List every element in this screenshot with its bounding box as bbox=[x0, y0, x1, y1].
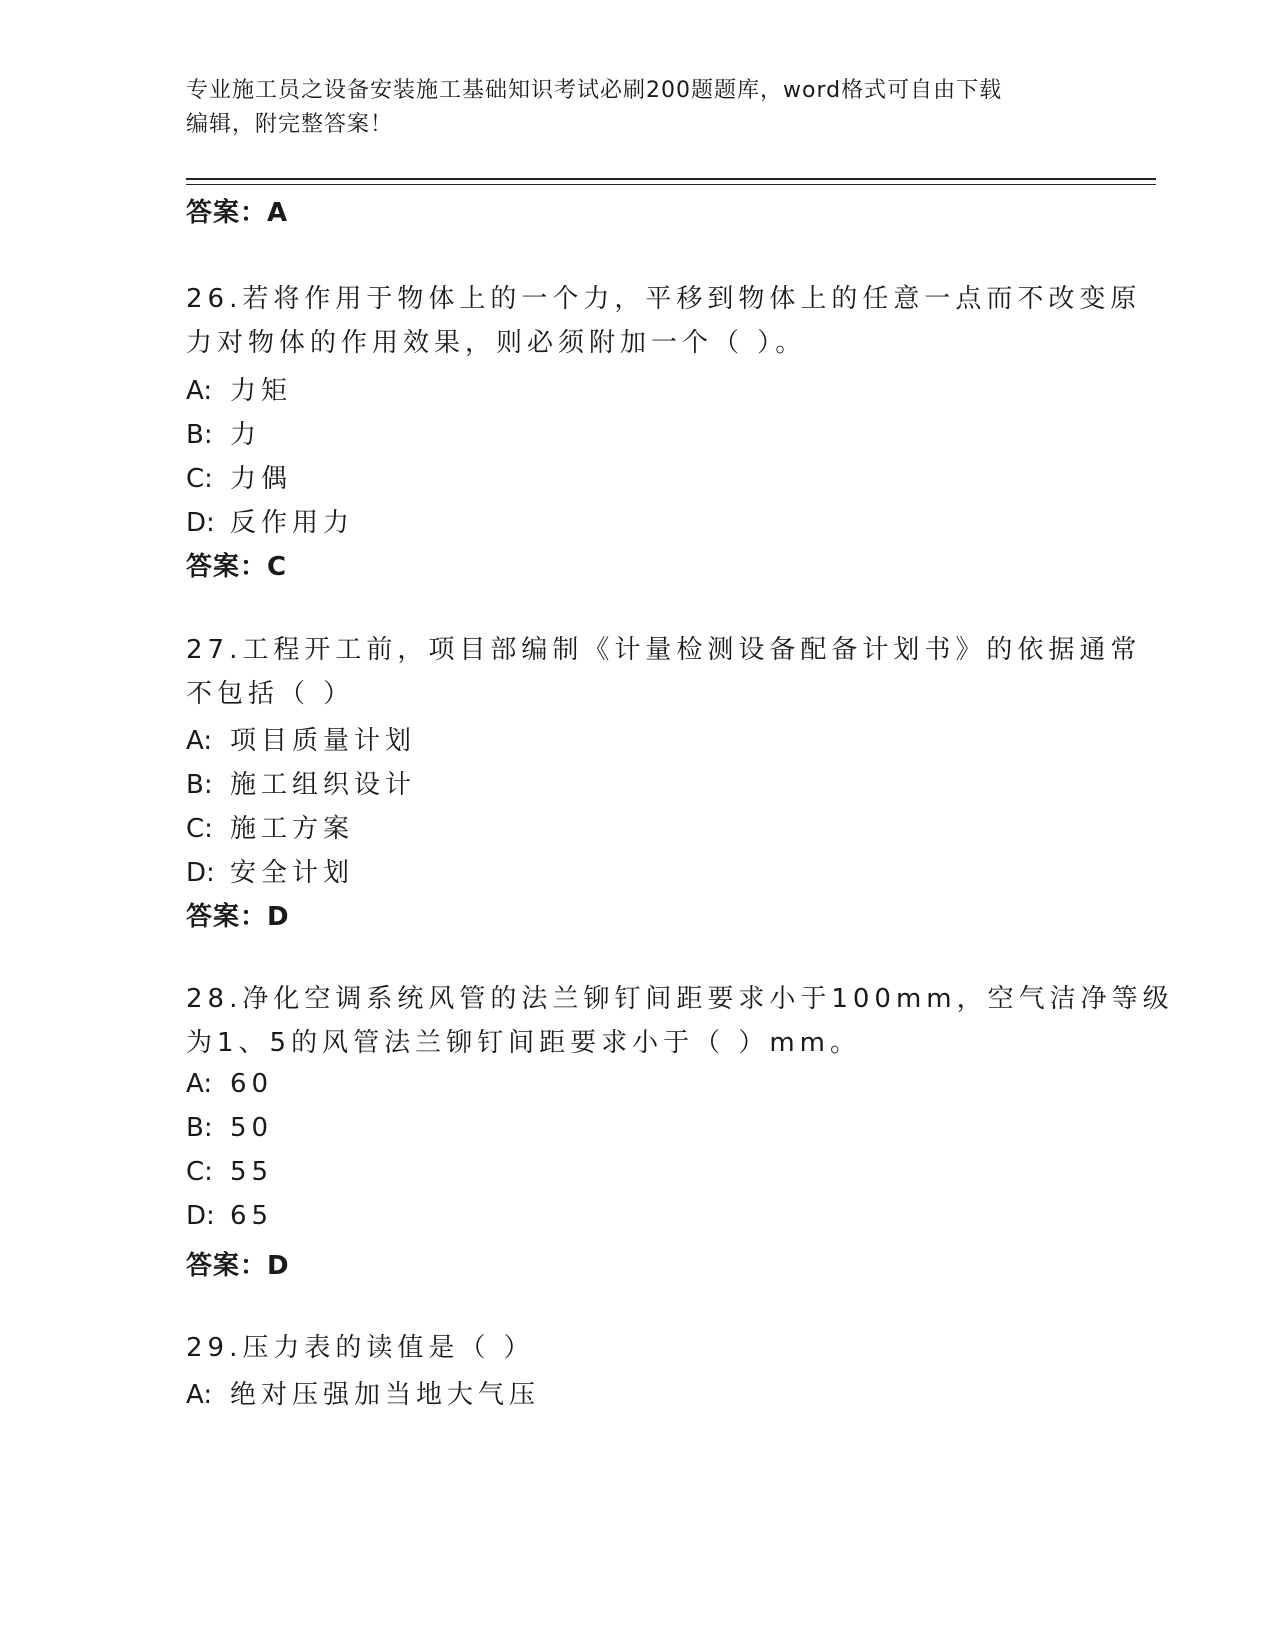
question-29-text-line-1: 29.压力表的读值是（ ） bbox=[186, 1333, 535, 1363]
option-letter: C: bbox=[186, 464, 213, 494]
option-text: 反作用力 bbox=[230, 508, 355, 538]
option-text: 力 bbox=[230, 420, 262, 450]
option-text: 力偶 bbox=[230, 464, 293, 494]
option-letter: A: bbox=[186, 1069, 213, 1099]
question-26-text-line-1: 26.若将作用于物体上的一个力，平移到物体上的任意一点而不改变原 bbox=[186, 284, 1142, 314]
option-text: 力矩 bbox=[230, 376, 293, 406]
question-28-answer: 答案：D bbox=[186, 1251, 290, 1281]
option-text: 50 bbox=[230, 1113, 274, 1143]
option-text: 施工组织设计 bbox=[230, 770, 417, 800]
question-26-option-c bbox=[186, 458, 292, 495]
header-line-2: 编辑，附完整答案！ bbox=[186, 112, 394, 137]
option-letter: C: bbox=[186, 814, 213, 844]
option-letter: B: bbox=[186, 420, 213, 450]
option-letter: A: bbox=[186, 726, 213, 756]
question-27-option-d bbox=[186, 852, 354, 889]
question-28-text-line-1: 28.净化空调系统风管的法兰铆钉间距要求小于100mm，空气洁净等级 bbox=[186, 984, 1174, 1014]
option-text: 施工方案 bbox=[230, 814, 355, 844]
question-27-option-a bbox=[186, 720, 416, 757]
question-27-text-line-1: 27.工程开工前，项目部编制《计量检测设备配备计划书》的依据通常 bbox=[186, 635, 1142, 665]
option-letter: C: bbox=[186, 1157, 213, 1187]
option-text: 60 bbox=[230, 1069, 274, 1099]
header-line-1: 专业施工员之设备安装施工基础知识考试必刷200题题库，word格式可自由下载 bbox=[186, 78, 1003, 103]
question-28-option-d bbox=[186, 1201, 273, 1231]
question-26-option-a bbox=[186, 370, 292, 407]
option-text: 65 bbox=[230, 1201, 274, 1231]
document-header bbox=[186, 74, 1086, 142]
option-letter: B: bbox=[186, 1113, 213, 1143]
option-letter: D: bbox=[186, 508, 215, 538]
question-27-answer: 答案：D bbox=[186, 902, 290, 932]
question-27-option-c bbox=[186, 808, 354, 845]
option-text: 55 bbox=[230, 1157, 274, 1187]
answer-label: 答案：A bbox=[186, 198, 289, 228]
question-28-option-a bbox=[186, 1069, 273, 1099]
question-27-option-b bbox=[186, 764, 416, 801]
question-28-option-c bbox=[186, 1157, 273, 1187]
option-letter: D: bbox=[186, 858, 215, 888]
question-26-option-b bbox=[186, 414, 261, 451]
question-29-option-a bbox=[186, 1374, 540, 1411]
option-letter: D: bbox=[186, 1201, 215, 1231]
question-28-option-b bbox=[186, 1113, 273, 1143]
header-divider-thick bbox=[186, 178, 1156, 180]
option-text: 项目质量计划 bbox=[230, 726, 417, 756]
question-27-text-line-2: 不包括（ ） bbox=[186, 679, 355, 709]
option-letter: A: bbox=[186, 1380, 213, 1410]
question-26-option-d bbox=[186, 502, 354, 539]
header-divider-thin bbox=[186, 184, 1156, 185]
option-letter: B: bbox=[186, 770, 213, 800]
question-26-text-line-2: 力对物体的作用效果，则必须附加一个（ ）。 bbox=[186, 328, 807, 358]
option-letter: A: bbox=[186, 376, 213, 406]
option-text: 安全计划 bbox=[230, 858, 355, 888]
question-28-text-line-2: 为1、5的风管法兰铆钉间距要求小于（ ）mm。 bbox=[186, 1028, 862, 1058]
option-text: 绝对压强加当地大气压 bbox=[230, 1380, 541, 1410]
question-26-answer: 答案：C bbox=[186, 552, 288, 582]
